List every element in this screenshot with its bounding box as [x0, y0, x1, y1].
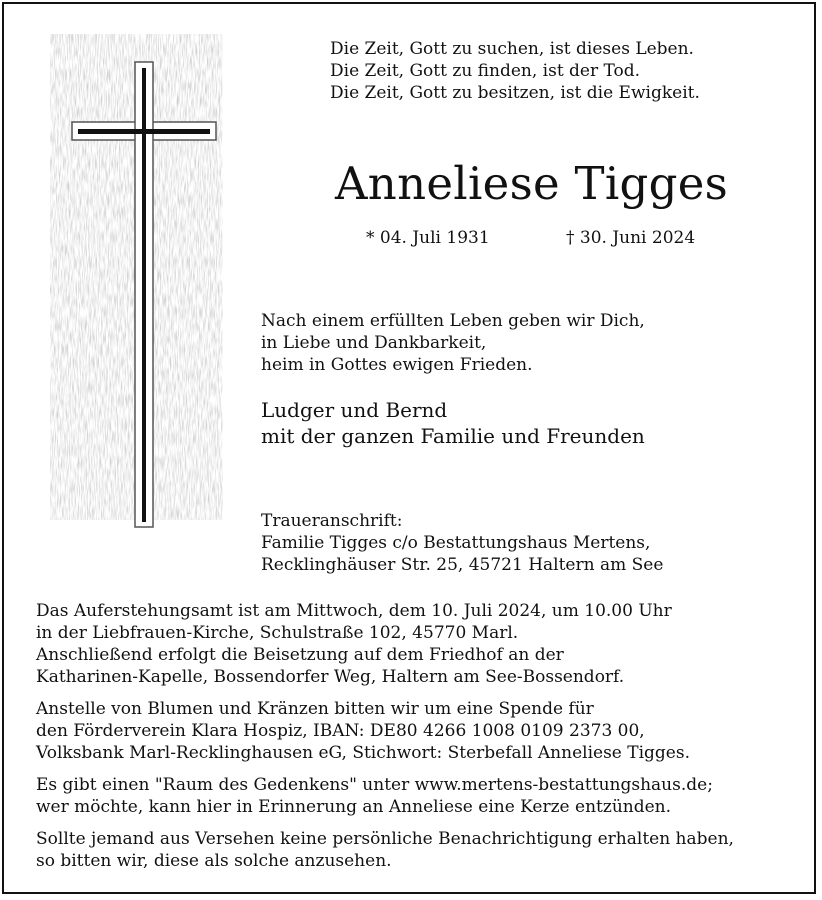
memorial-paragraph: [36, 774, 806, 818]
address-heading: Traueranschrift:: [261, 511, 403, 531]
verse-line: Nach einem erfüllten Leben geben wir Dich,: [261, 311, 645, 331]
mourning-address: [261, 510, 663, 576]
notice-line: Es gibt einen "Raum des Gedenkens" unter www.mertens-bestattungshaus.de;: [36, 775, 713, 795]
birth-date: * 04. Juli 1931: [366, 228, 490, 248]
notice-line: Sollte jemand aus Versehen keine persönliche Benachrichtigung erhalten haben,: [36, 829, 734, 849]
service-notices: [36, 600, 806, 882]
address-line: Familie Tigges c/o Bestattungshaus Mertens,: [261, 533, 651, 553]
notice-frame: [2, 2, 816, 894]
deceased-name: Anneliese Tigges: [335, 157, 729, 210]
service-paragraph: [36, 600, 806, 688]
notice-line: den Förderverein Klara Hospiz, IBAN: DE80 4266 1008 0109 2373 00,: [36, 721, 645, 741]
notice-line: Das Auferstehungsamt ist am Mittwoch, dem 10. Juli 2024, um 10.00 Uhr: [36, 601, 672, 621]
mourners-line: Ludger und Bernd: [261, 398, 448, 422]
mourners-signature: [261, 397, 645, 449]
mourners-line: mit der ganzen Familie und Freunden: [261, 424, 645, 448]
cross-icon: [44, 32, 244, 532]
verse-line: heim in Gottes ewigen Frieden.: [261, 355, 533, 375]
address-line: Recklinghäuser Str. 25, 45721 Haltern am See: [261, 555, 664, 575]
donation-paragraph: [36, 698, 806, 764]
verse-line: in Liebe und Dankbarkeit,: [261, 333, 487, 353]
notice-line: so bitten wir, diese als solche anzusehen.: [36, 851, 392, 871]
quote-line: Die Zeit, Gott zu suchen, ist dieses Leben.: [330, 39, 694, 59]
notice-line: in der Liebfrauen-Kirche, Schulstraße 102, 45770 Marl.: [36, 623, 519, 643]
notice-line: Anschließend erfolgt die Beisetzung auf dem Friedhof an der: [36, 645, 564, 665]
closing-paragraph: [36, 828, 806, 872]
notice-line: Katharinen-Kapelle, Bossendorfer Weg, Haltern am See-Bossendorf.: [36, 667, 625, 687]
farewell-verse: [261, 310, 645, 376]
quote-line: Die Zeit, Gott zu besitzen, ist die Ewigkeit.: [330, 83, 700, 103]
quote-line: Die Zeit, Gott zu finden, ist der Tod.: [330, 61, 641, 81]
notice-line: wer möchte, kann hier in Erinnerung an Anneliese eine Kerze entzünden.: [36, 797, 672, 817]
death-date: † 30. Juni 2024: [566, 228, 696, 248]
notice-line: Anstelle von Blumen und Kränzen bitten wir um eine Spende für: [36, 699, 594, 719]
notice-line: Volksbank Marl-Recklinghausen eG, Stichwort: Sterbefall Anneliese Tigges.: [36, 743, 690, 763]
opening-quote: [330, 38, 700, 104]
